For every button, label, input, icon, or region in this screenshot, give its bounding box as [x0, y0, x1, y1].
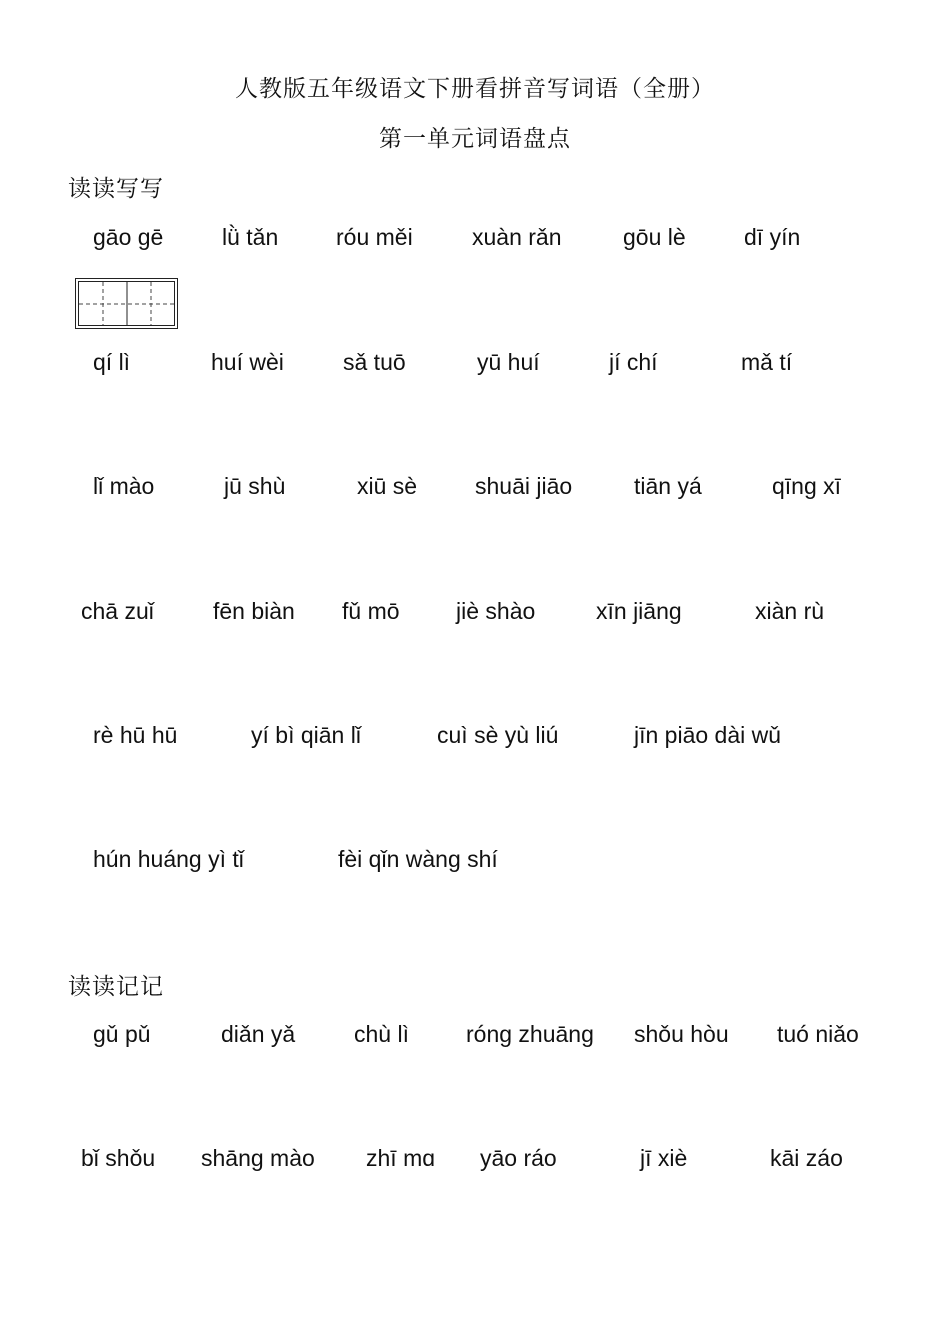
- pinyin-word: rè hū hū: [93, 722, 178, 748]
- pinyin-word: shuāi jiāo: [475, 473, 573, 499]
- pinyin-word: yū huí: [477, 349, 540, 375]
- pinyin-word: xuàn rǎn: [472, 224, 562, 250]
- pinyin-word: lǜ tǎn: [222, 224, 279, 250]
- unit-title: 第一单元词语盘点: [379, 126, 571, 152]
- pinyin-word: yāo ráo: [480, 1145, 557, 1171]
- section-heading-read-remember: 读读记记: [68, 974, 164, 1000]
- pinyin-word: tiān yá: [634, 473, 702, 499]
- pinyin-word: mǎ tí: [741, 349, 793, 375]
- pinyin-word: shǒu hòu: [634, 1021, 729, 1047]
- section-heading-read-write: 读读写写: [68, 176, 164, 202]
- pinyin-word: jū shù: [224, 473, 286, 499]
- pinyin-word: diǎn yǎ: [221, 1021, 296, 1047]
- pinyin-word: xiū sè: [357, 473, 418, 499]
- pinyin-word: gōu lè: [623, 224, 686, 250]
- pinyin-word: gǔ pǔ: [93, 1021, 151, 1047]
- pinyin-word: sǎ tuō: [343, 349, 406, 375]
- pinyin-word: tuó niǎo: [777, 1021, 859, 1047]
- writing-grid-box: [75, 278, 178, 329]
- pinyin-word: jī xiè: [640, 1145, 688, 1171]
- pinyin-word: qí lì: [93, 349, 131, 375]
- pinyin-word: bǐ shǒu: [81, 1145, 156, 1171]
- pinyin-word: qīng xī: [772, 473, 842, 499]
- pinyin-word: jīn piāo dài wǔ: [634, 722, 782, 748]
- pinyin-word: xiàn rù: [755, 598, 825, 624]
- pinyin-word: shāng mào: [201, 1145, 315, 1171]
- pinyin-word: fǔ mō: [342, 598, 400, 624]
- pinyin-word: jiè shào: [456, 598, 536, 624]
- pinyin-word: xīn jiāng: [596, 598, 682, 624]
- pinyin-word: fēn biàn: [213, 598, 295, 624]
- document-title: 人教版五年级语文下册看拼音写词语（全册）: [235, 76, 715, 102]
- pinyin-word: huí wèi: [211, 349, 284, 375]
- pinyin-word: gāo gē: [93, 224, 164, 250]
- pinyin-word: cuì sè yù liú: [437, 722, 559, 748]
- pinyin-word: yí bì qiān lǐ: [251, 722, 361, 748]
- pinyin-word: fèi qǐn wàng shí: [338, 846, 498, 872]
- pinyin-word: lǐ mào: [93, 473, 155, 499]
- pinyin-word: zhī mɑ: [366, 1145, 436, 1171]
- pinyin-word: róu měi: [336, 224, 413, 250]
- pinyin-word: róng zhuāng: [466, 1021, 594, 1047]
- pinyin-word: chù lì: [354, 1021, 409, 1047]
- pinyin-word: chā zuǐ: [81, 598, 154, 624]
- pinyin-word: kāi záo: [770, 1145, 843, 1171]
- pinyin-word: hún huáng yì tǐ: [93, 846, 244, 872]
- pinyin-word: dī yín: [744, 224, 801, 250]
- pinyin-word: jí chí: [609, 349, 658, 375]
